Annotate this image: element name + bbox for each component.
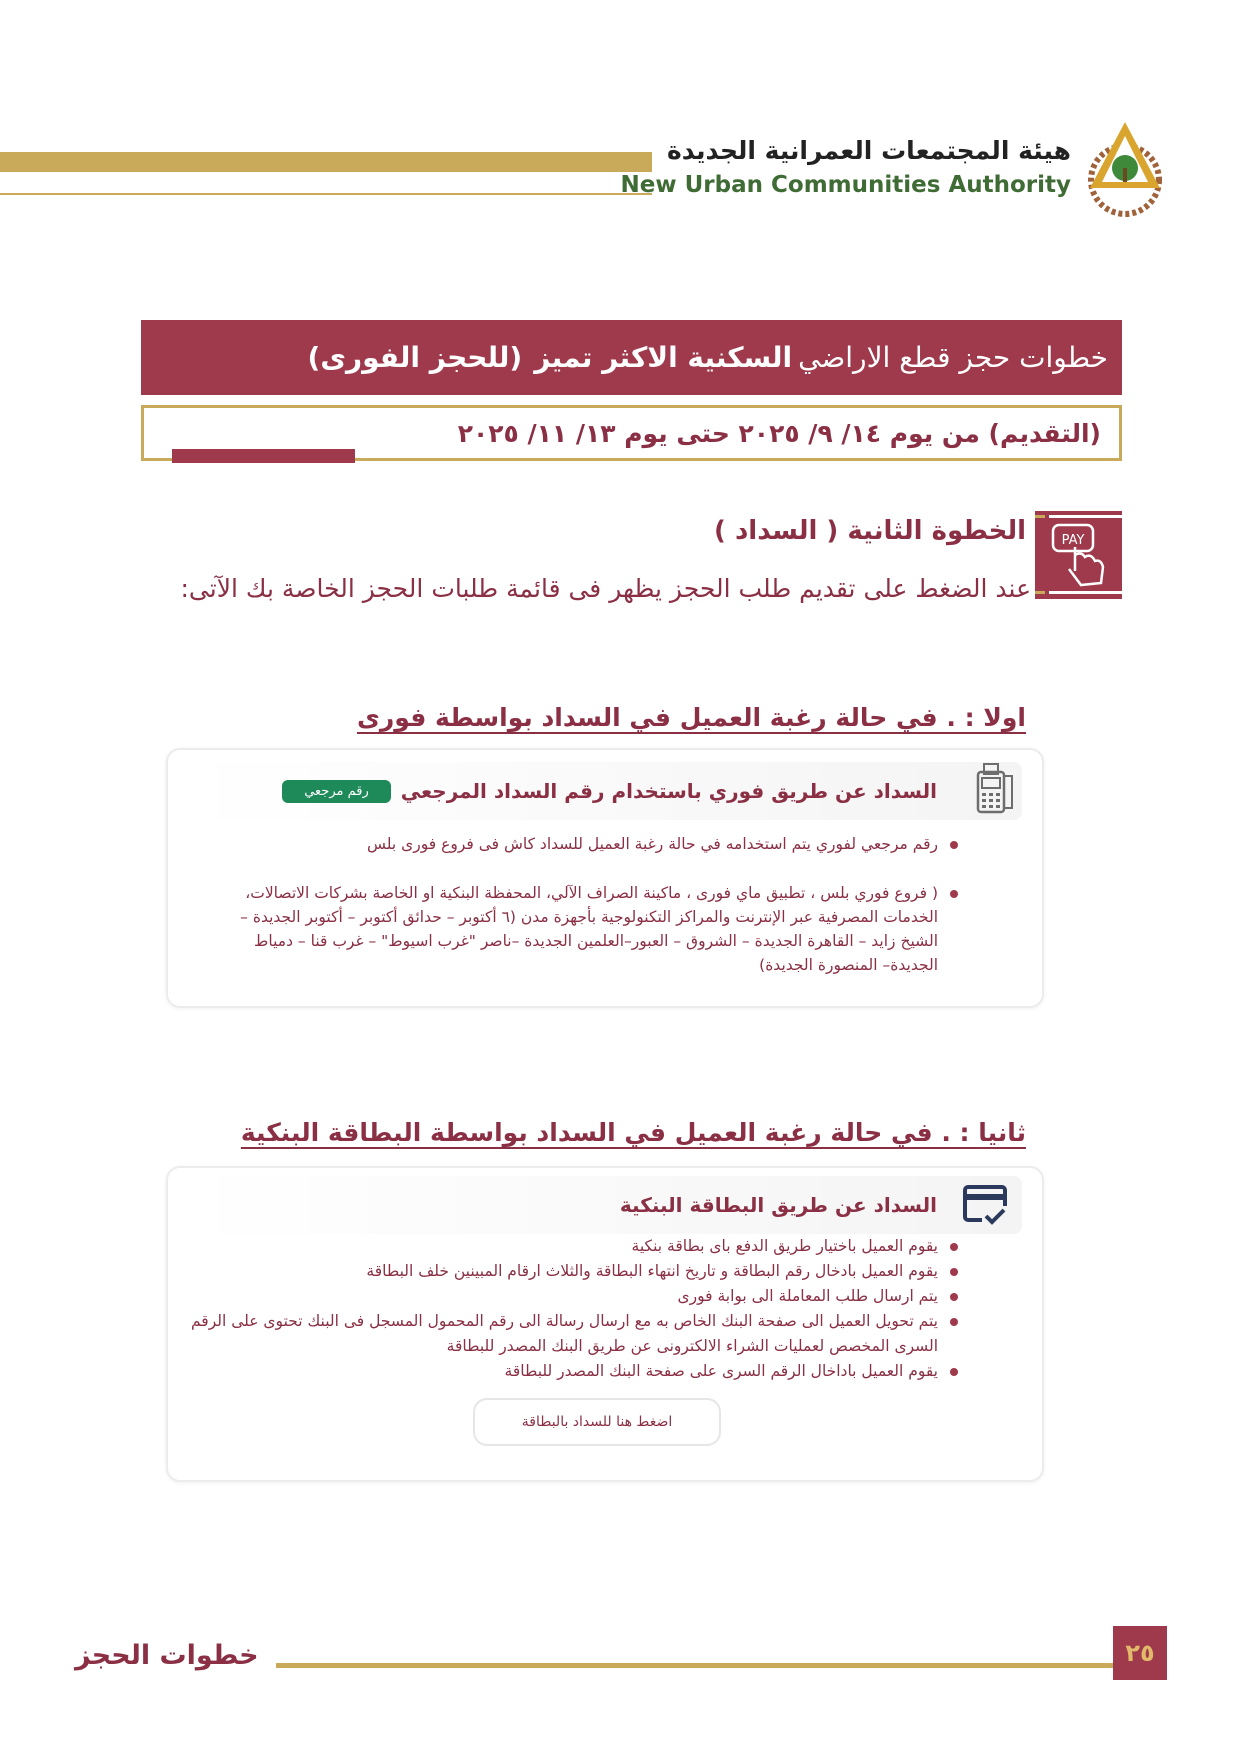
list-item: ( فروع فوري بلس ، تطبيق ماي فورى ، ماكينة الصراف الآلي، المحفظة البنكية او الخاصة بشركات الاتصالات، الخدمات المصرفية عبر الإنترنت والمراكز التكنولوجية بأجهزة مدن (٦ أكتوبر – حدائق أكتوبر – أكتوبر الجديدة – الشيخ زايد – القاهرة الجديدة – الشروق – العبور–العلمين الجديدة –ناصر "غرب اسيوط" – غرب قنا – دمياط الجديدة– المنصورة الجديدة) [200, 881, 960, 977]
footer-gold-line [276, 1663, 1116, 1668]
list-item: يقوم العميل باداخال الرقم السرى على صفحة البنك المصدر للبطاقة [190, 1359, 960, 1384]
list-item: رقم مرجعي لفوري يتم استخدامه في حالة رغبة العميل للسداد كاش فى فروع فورى بلس [200, 832, 960, 856]
bank-card-title: السداد عن طريق البطاقة البنكية [619, 1193, 937, 1217]
section-heading-fawry: اولا : . في حالة رغبة العميل في السداد بواسطة فورى [356, 703, 1026, 732]
pos-terminal-icon [964, 760, 1020, 816]
header-gold-line [0, 193, 652, 195]
fawry-card-title: السداد عن طريق فوري باستخدام رقم السداد المرجعي [400, 779, 937, 803]
title-part1: خطوات حجز قطع الاراضي [798, 341, 1108, 374]
list-item: يقوم العميل باختيار طريق الدفع باى بطاقة بنكية [190, 1234, 960, 1259]
step-title: الخطوة الثانية ( السداد ) [714, 516, 1026, 546]
org-name-arabic: هيئة المجتمعات العمرانية الجديدة [666, 136, 1071, 165]
date-range-text: (التقديم) من يوم ١٤/ ٩/ ٢٠٢٥ حتى يوم ١٣/ ١١/ ٢٠٢٥ [457, 418, 1101, 448]
credit-card-check-icon [958, 1176, 1014, 1232]
fawry-card-header [188, 762, 1022, 820]
org-name-english: New Urban Communities Authority [620, 172, 1071, 198]
fawry-payment-card [166, 748, 1044, 1008]
title-part2: (للحجز الفورى) [307, 341, 523, 374]
list-item: يقوم العميل بادخال رقم البطاقة و تاريخ انتهاء البطاقة والثلاث ارقام المبينين خلف البطاقة [190, 1259, 960, 1284]
page-title-banner [141, 320, 1122, 395]
reference-number-badge[interactable]: رقم مرجعي [282, 780, 391, 803]
decorative-maroon-bar [172, 449, 355, 463]
title-bold: السكنية الاكثر تميز [534, 341, 793, 374]
svg-text:PAY: PAY [1061, 533, 1085, 548]
nuca-logo-icon [1080, 118, 1170, 218]
footer-title: خطوات الحجز [75, 1640, 259, 1671]
bank-card-bullet-list [190, 1234, 960, 1384]
fawry-bullet-list [200, 832, 960, 1002]
pay-hand-icon [1035, 511, 1122, 599]
page-number: ٢٥ [1113, 1626, 1167, 1680]
section-heading-bank-card: ثانيا : . في حالة رغبة العميل في السداد بواسطة البطاقة البنكية [240, 1118, 1026, 1147]
step-description: عند الضغط على تقديم طلب الحجز يظهر فى قائمة طلبات الحجز الخاصة بك الآتى: [180, 574, 1031, 603]
bank-card-header [188, 1176, 1022, 1234]
list-item: يتم تحويل العميل الى صفحة البنك الخاص به مع ارسال رسالة الى رقم المحمول المسجل فى البنك تحتوى على الرقم السرى المخصص لعمليات الشراء الالكترونى عن طريق البنك المصدر للبطاقة [190, 1309, 960, 1359]
bank-card-payment-card [166, 1166, 1044, 1482]
list-item: يتم ارسال طلب المعاملة الى بوابة فورى [190, 1284, 960, 1309]
header-gold-bar [0, 152, 652, 172]
pay-by-card-button[interactable]: اضغط هنا للسداد بالبطاقة [473, 1398, 721, 1446]
